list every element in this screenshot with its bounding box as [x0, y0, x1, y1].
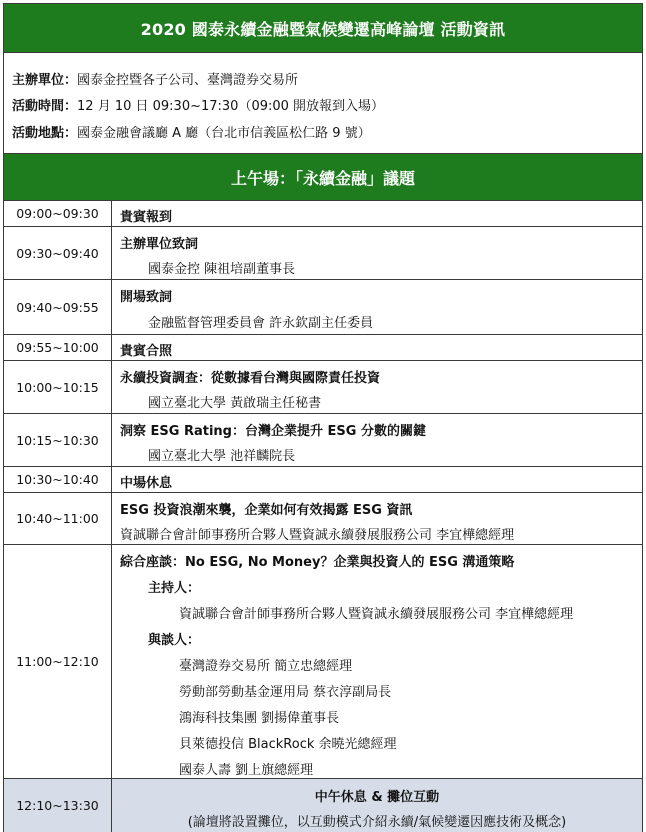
row-time: 10:30~10:40 — [4, 467, 112, 492]
schedule-row — [4, 414, 642, 467]
event-info-table — [3, 3, 643, 832]
row-title: 貴賓合照 — [120, 344, 173, 359]
panelists-label: 與談人： — [148, 633, 201, 648]
row-time: 09:30~09:40 — [4, 227, 112, 279]
time-label: 活動時間： — [12, 99, 78, 114]
lunch-note: (論壇將設置攤位，以互動模式介紹永續/氣候變遷因應技術及概念) — [187, 815, 567, 830]
row-title: 開場致詞 — [120, 290, 173, 305]
row-time: 09:55~10:00 — [4, 335, 112, 360]
row-content — [112, 335, 642, 360]
row-content — [112, 361, 642, 413]
event-title: 2020 國泰永續金融暨氣候變遷高峰論壇 活動資訊 — [140, 19, 506, 39]
row-content — [112, 280, 642, 334]
panelist: 勞動部勞動基金運用局 蔡衣淳副局長 — [179, 685, 392, 700]
row-time: 12:10~13:30 — [4, 779, 112, 832]
lunch-title: 中午休息 & 攤位互動 — [314, 790, 440, 805]
row-title: ESG 投資浪潮來襲，企業如何有效揭露 ESG 資訊 — [120, 503, 413, 518]
row-content — [112, 201, 642, 226]
row-content — [112, 227, 642, 279]
row-content — [112, 493, 642, 544]
row-content — [112, 779, 642, 832]
panelist: 國泰人壽 劉上旗總經理 — [179, 763, 314, 778]
row-title: 洞察 ESG Rating：台灣企業提升 ESG 分數的關鍵 — [120, 424, 426, 439]
schedule-row — [4, 467, 642, 493]
venue-label: 活動地點： — [12, 126, 78, 141]
row-speaker: 國泰金控 陳祖培副董事長 — [148, 262, 296, 277]
row-time: 10:40~11:00 — [4, 493, 112, 544]
event-title-bar — [4, 4, 642, 53]
panel-title: 綜合座談：No ESG, No Money？企業與投資人的 ESG 溝通策略 — [120, 555, 515, 570]
row-time: 10:15~10:30 — [4, 414, 112, 466]
venue-line — [12, 122, 371, 141]
row-time: 10:00~10:15 — [4, 361, 112, 413]
panelist: 貝萊德投信 BlackRock 余曉光總經理 — [179, 737, 397, 752]
morning-session-bar — [4, 154, 642, 201]
row-time: 09:00~09:30 — [4, 201, 112, 226]
organizer-label: 主辦單位： — [12, 73, 78, 88]
session-title: 上午場：「永續金融」議題 — [230, 168, 415, 188]
schedule-row-lunch — [4, 779, 642, 832]
row-speaker: 國立臺北大學 黃啟瑞主任秘書 — [148, 396, 322, 411]
event-info-block — [4, 53, 642, 154]
moderator-name: 資誠聯合會計師事務所合夥人暨資誠永續發展服務公司 李宜樺總經理 — [179, 607, 574, 622]
organizer-line — [12, 69, 298, 88]
row-speaker: 國立臺北大學 池祥麟院長 — [148, 449, 296, 464]
organizer-value: 國泰金控暨各子公司、臺灣證券交易所 — [77, 73, 299, 88]
schedule-row — [4, 361, 642, 414]
row-time: 11:00~12:10 — [4, 545, 112, 778]
schedule-row — [4, 227, 642, 280]
schedule-row-panel — [4, 545, 642, 779]
row-content — [112, 545, 642, 778]
panelist: 臺灣證券交易所 簡立忠總經理 — [179, 659, 353, 674]
moderator-label: 主持人： — [148, 581, 201, 596]
time-value: 12 月 10 日 09:30~17:30（09:00 開放報到入場） — [77, 99, 385, 114]
row-content — [112, 414, 642, 466]
row-title: 中場休息 — [120, 476, 173, 491]
row-speaker: 金融監督管理委員會 許永欽副主任委員 — [148, 316, 374, 331]
row-title: 貴賓報到 — [120, 210, 173, 225]
row-title: 主辦單位致詞 — [120, 237, 199, 252]
row-speaker: 資誠聯合會計師事務所合夥人暨資誠永續發展服務公司 李宜樺總經理 — [120, 528, 515, 543]
schedule-row — [4, 280, 642, 335]
schedule-row — [4, 493, 642, 545]
schedule-row — [4, 201, 642, 227]
row-content — [112, 467, 642, 492]
venue-value: 國泰金融會議廳 A 廳（台北市信義區松仁路 9 號） — [77, 126, 371, 141]
panelist: 鴻海科技集團 劉揚偉董事長 — [179, 711, 340, 726]
time-line — [12, 95, 384, 114]
row-title: 永續投資調查：從數據看台灣與國際責任投資 — [120, 371, 381, 386]
schedule-row — [4, 335, 642, 361]
row-time: 09:40~09:55 — [4, 280, 112, 334]
